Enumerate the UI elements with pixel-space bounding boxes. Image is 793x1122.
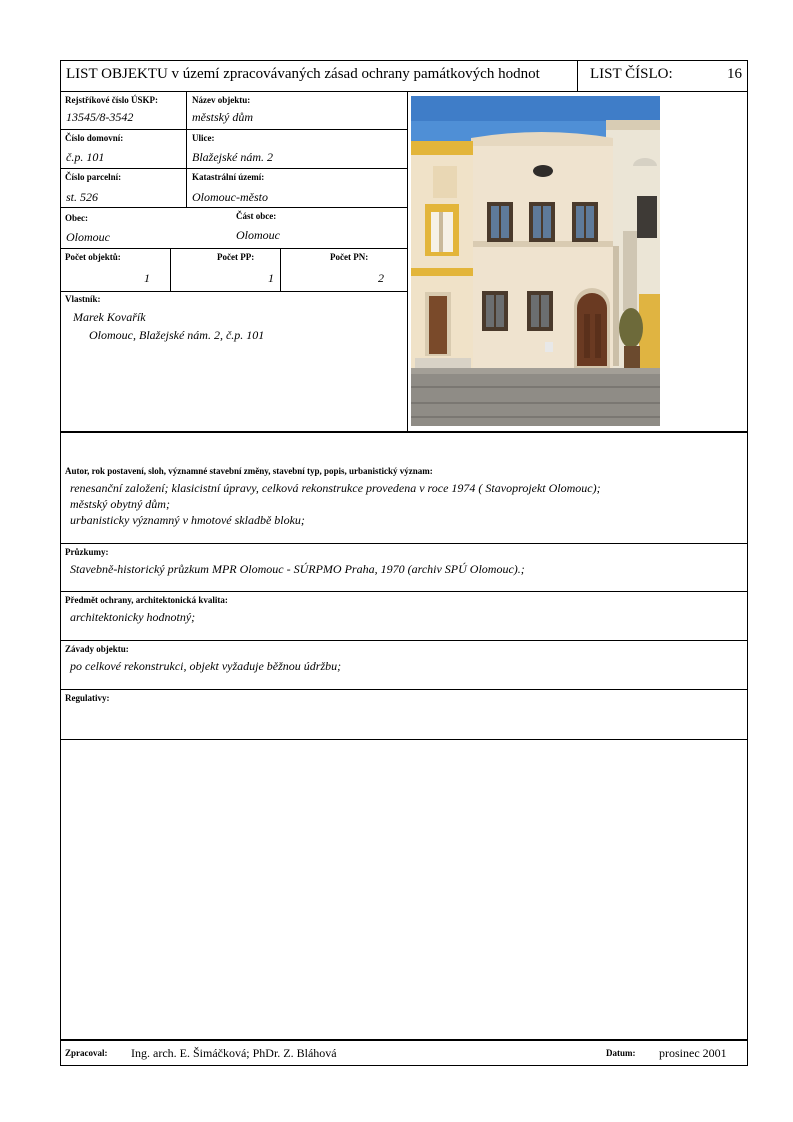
objects-count-value: 1 — [144, 271, 150, 285]
sheet-number: 16 — [727, 66, 742, 82]
street-label: Ulice: — [192, 133, 215, 143]
description-line: urbanisticky významný v hmotové skladbě bloku; — [70, 513, 305, 527]
date-value: prosinec 2001 — [659, 1046, 727, 1060]
surveys-label: Průzkumy: — [65, 547, 109, 557]
street-value: Blažejské nám. 2 — [192, 150, 273, 164]
district-value: Olomouc — [236, 228, 280, 242]
description-line: městský obytný dům; — [70, 497, 170, 511]
protection-label: Předmět ochrany, architektonická kvalita: — [65, 595, 228, 605]
town-value: Olomouc — [66, 230, 110, 244]
prepared-by-value: Ing. arch. E. Šimáčková; PhDr. Z. Bláhová — [131, 1046, 337, 1060]
owner-name: Marek Kovařík — [73, 310, 146, 324]
pn-count-value: 2 — [378, 271, 384, 285]
pp-count-label: Počet PP: — [217, 252, 255, 262]
pp-count-value: 1 — [268, 271, 274, 285]
date-label: Datum: — [606, 1048, 636, 1058]
district-label: Část obce: — [236, 211, 277, 221]
owner-address: Olomouc, Blažejské nám. 2, č.p. 101 — [89, 328, 265, 342]
owner-label: Vlastník: — [65, 294, 101, 304]
object-name-value: městský dům — [192, 110, 253, 124]
description-line: renesanční založení; klasicistní úpravy, celková rekonstrukce provedena v roce 1974 ( Stavoprojekt Olomouc); — [70, 481, 601, 495]
registry-number-label: Rejstříkové číslo ÚSKP: — [65, 95, 158, 105]
objects-count-label: Počet objektů: — [65, 252, 121, 262]
building-photo — [411, 96, 660, 426]
registry-number-value: 13545/8-3542 — [66, 110, 134, 124]
protection-value: architektonicky hodnotný; — [70, 610, 196, 624]
defects-label: Závady objektu: — [65, 644, 129, 654]
form-title: LIST OBJEKTU v území zpracovávaných zásad ochrany památkových hodnot — [66, 66, 540, 82]
surveys-value: Stavebně-historický průzkum MPR Olomouc - SÚRPMO Praha, 1970 (archiv SPÚ Olomouc).; — [70, 562, 525, 576]
prepared-by-label: Zpracoval: — [65, 1048, 108, 1058]
regulations-label: Regulativy: — [65, 693, 110, 703]
house-number-value: č.p. 101 — [66, 150, 105, 164]
cadastre-value: Olomouc-město — [192, 190, 268, 204]
parcel-number-label: Číslo parcelní: — [65, 172, 122, 182]
cadastre-label: Katastrální území: — [192, 172, 265, 182]
pn-count-label: Počet PN: — [330, 252, 369, 262]
description-label: Autor, rok postavení, sloh, významné stavební změny, stavební typ, popis, urbanistický význam: — [65, 466, 433, 476]
sheet-number-label: LIST ČÍSLO: — [590, 66, 673, 82]
object-name-label: Název objektu: — [192, 95, 251, 105]
defects-value: po celkové rekonstrukci, objekt vyžaduje běžnou údržbu; — [70, 659, 342, 673]
house-number-label: Číslo domovní: — [65, 133, 124, 143]
town-label: Obec: — [65, 213, 88, 223]
parcel-number-value: st. 526 — [66, 190, 99, 204]
